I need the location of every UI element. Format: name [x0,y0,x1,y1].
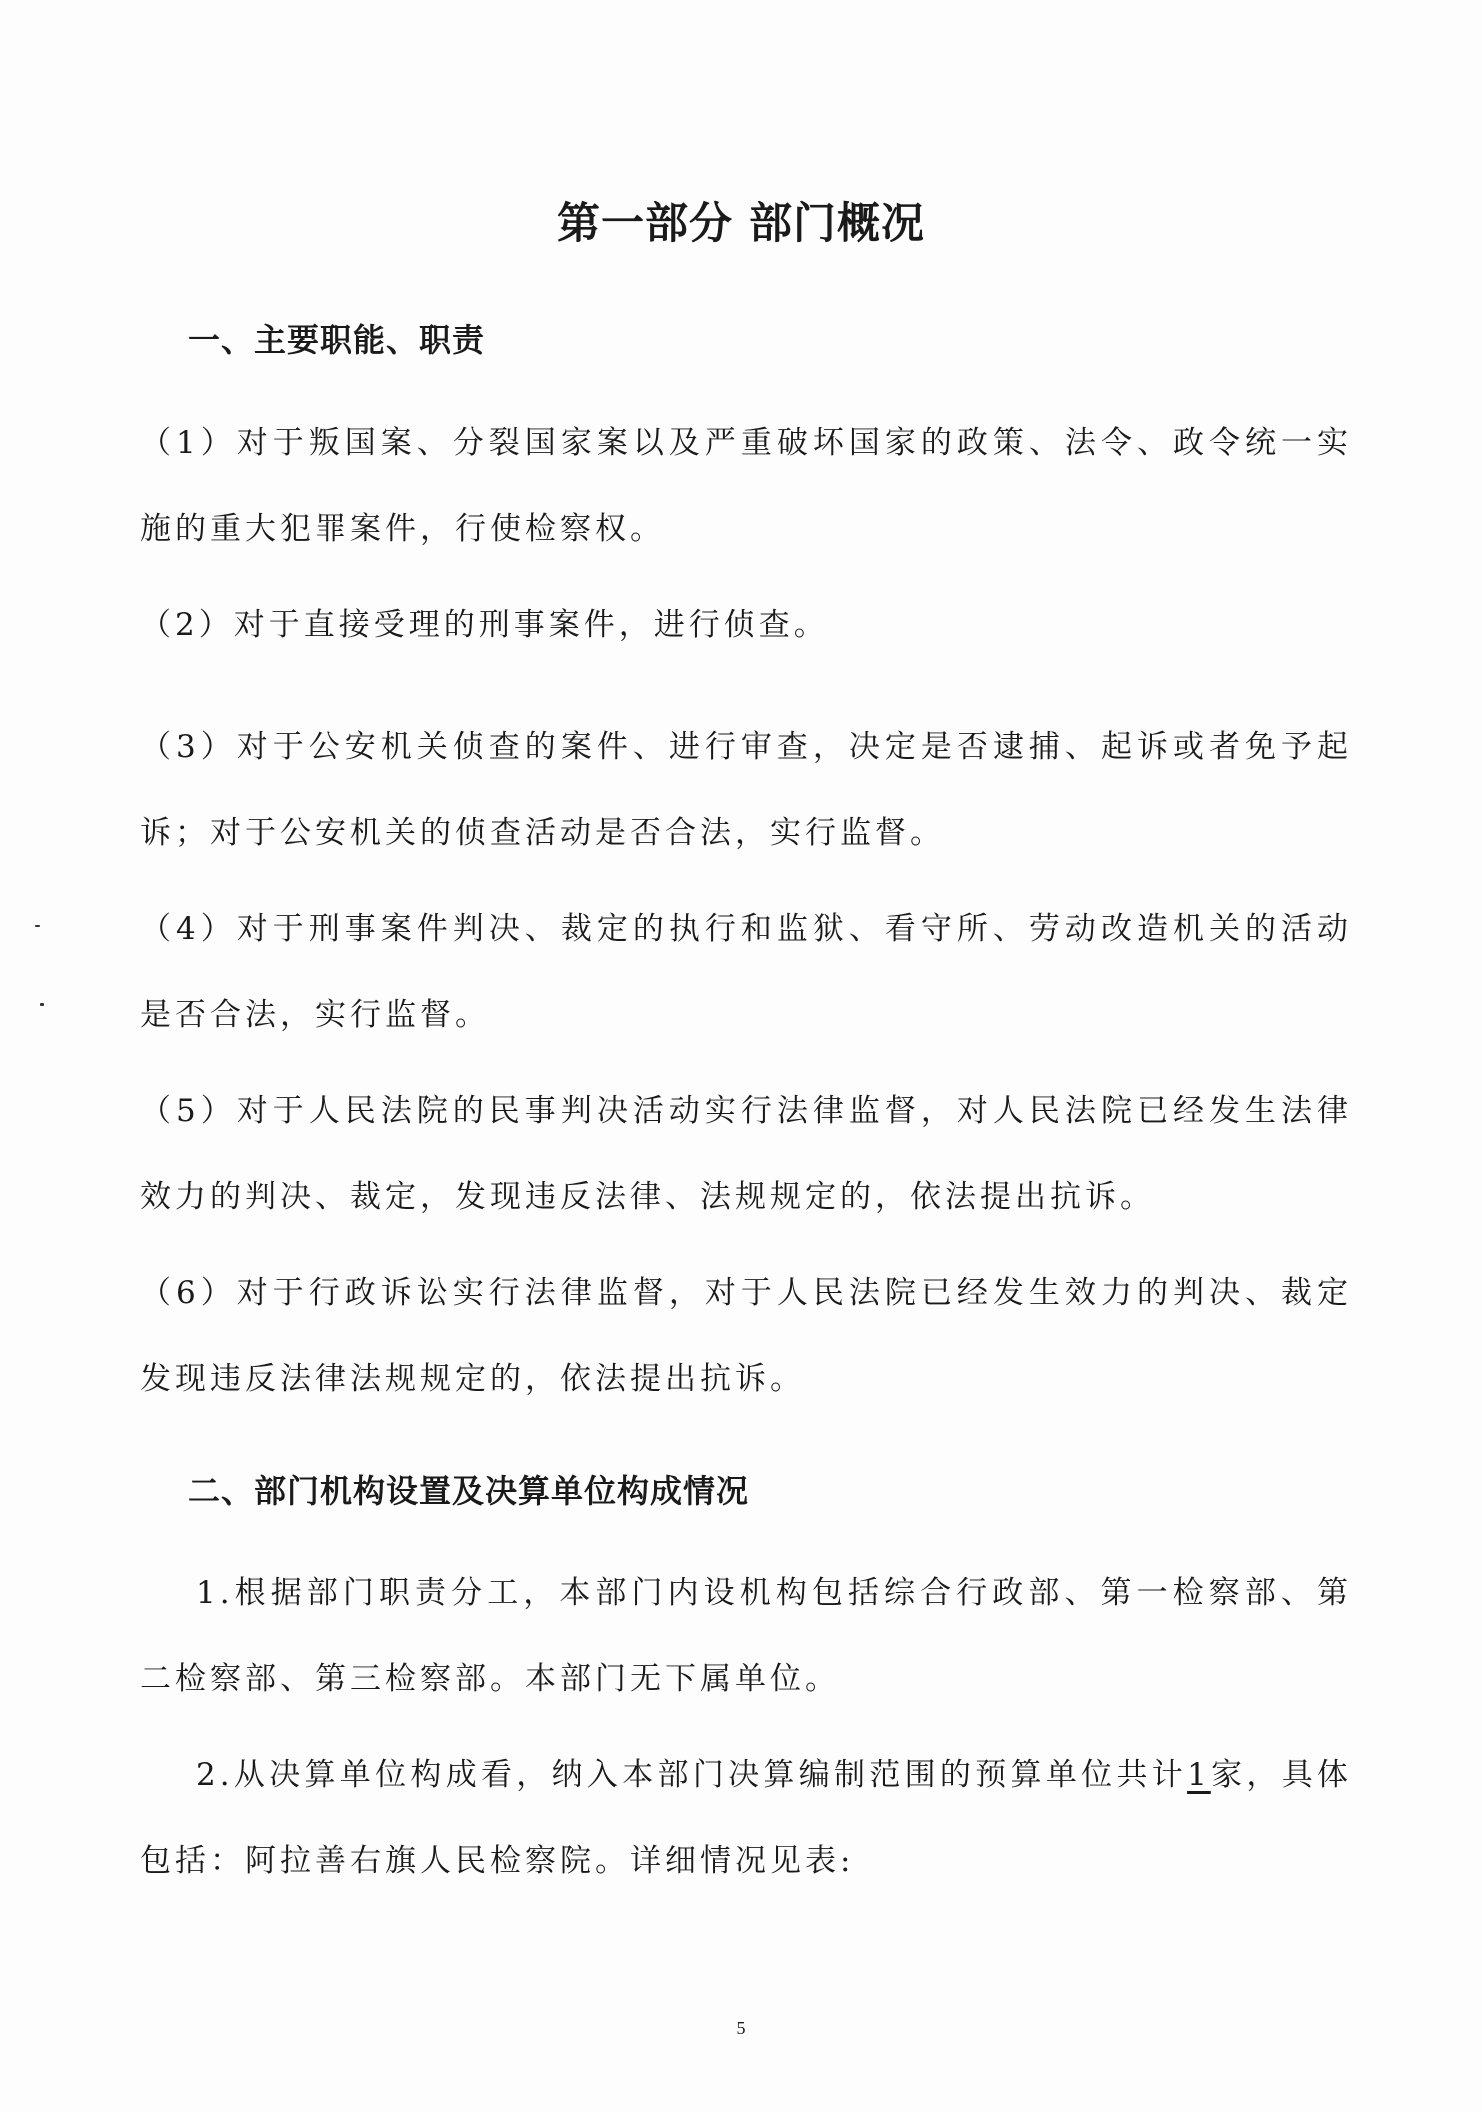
page-title: 第一部分 部门概况 [557,199,925,249]
paragraph-item-1: （1）对于叛国案、分裂国家案以及严重破坏国家的政策、法令、政令统一实施的重大犯罪案件，行使检察权。 [140,425,1352,547]
paragraph-item-2: （2）对于直接受理的刑事案件，进行侦查。 [140,607,829,643]
scan-speck [40,1003,44,1006]
paragraph-item-5: （5）对于人民法院的民事判决活动实行法律监督，对人民法院已经发生法律效力的判决、裁定，发现违反法律、法规规定的，依法提出抗诉。 [140,1093,1352,1215]
paragraph-structure-2 [140,1732,1352,1904]
page-number: 5 [736,2018,746,2038]
section-heading-structure: 二、部门机构设置及决算单位构成情况 [188,1472,750,1510]
paragraph-structure-2-tail: 家，具体包括：阿拉善右旗人民检察院。详细情况见表: [140,1757,1353,1879]
section-heading-functions: 一、主要职能、职责 [188,321,486,359]
unit-count: 1 [1187,1757,1211,1793]
paragraph-item-4: （4）对于刑事案件判决、裁定的执行和监狱、看守所、劳动改造机关的活动是否合法，实行监督。 [140,911,1352,1033]
scan-speck [35,925,40,927]
paragraph-item-3: （3）对于公安机关侦查的案件、进行审查，决定是否逮捕、起诉或者免予起诉；对于公安机关的侦查活动是否合法，实行监督。 [140,729,1352,851]
paragraph-item-6: （6）对于行政诉讼实行法律监督，对于人民法院已经发生效力的判决、裁定发现违反法律法规规定的，依法提出抗诉。 [140,1275,1352,1397]
paragraph-structure-1: 1.根据部门职责分工，本部门内设机构包括综合行政部、第一检察部、第二检察部、第三检察部。本部门无下属单位。 [140,1575,1352,1697]
paragraph-structure-2-lead: 2.从决算单位构成看，纳入本部门决算编制范围的预算单位共计 [196,1757,1188,1793]
